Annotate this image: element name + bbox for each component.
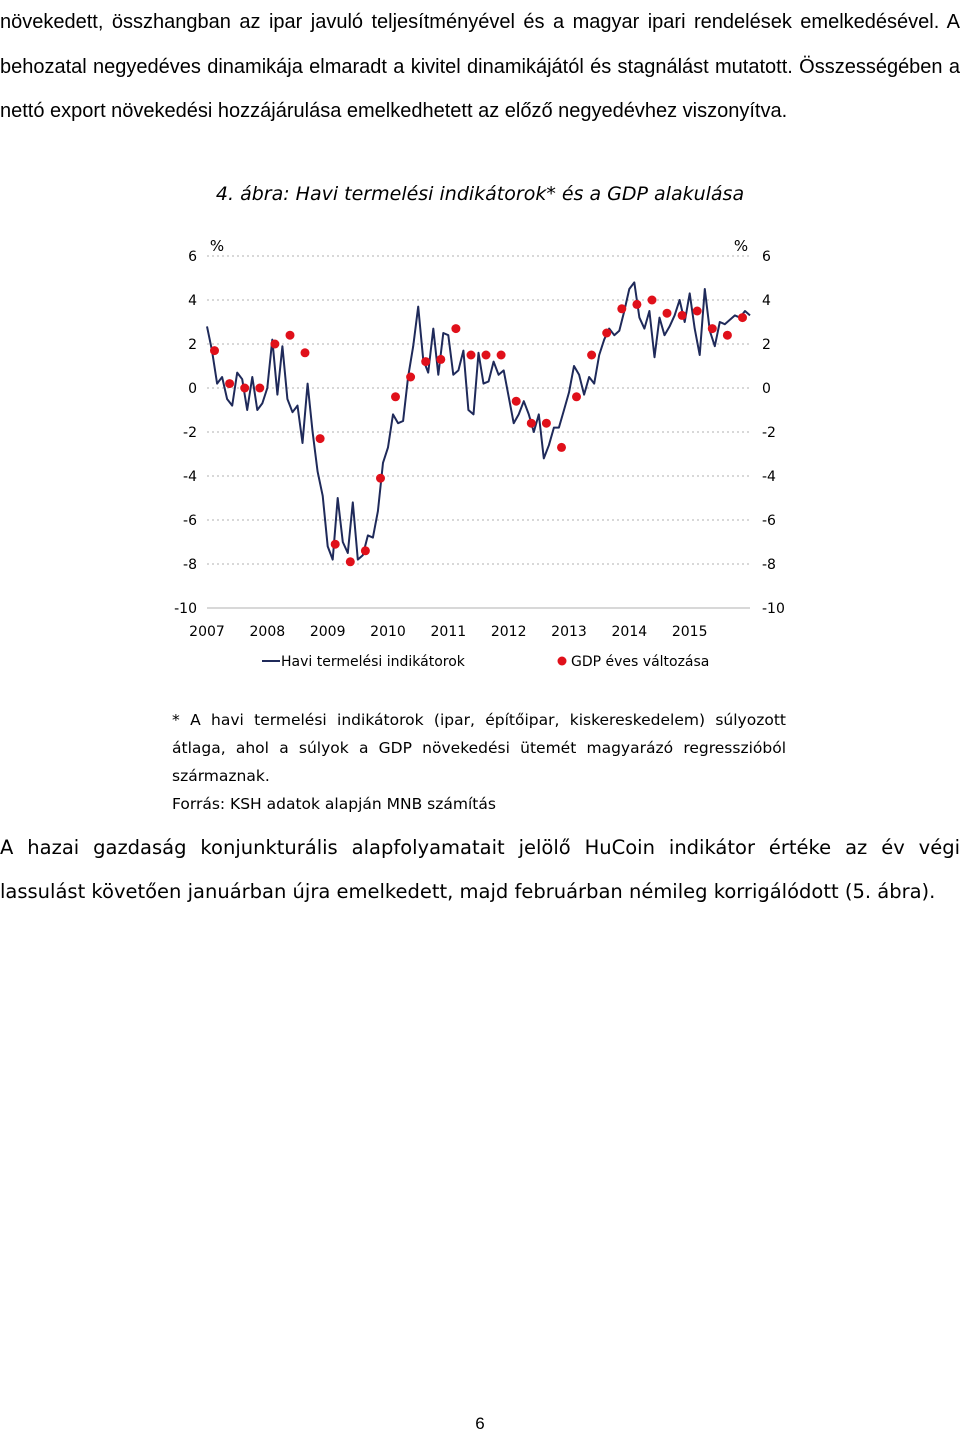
gdp-point <box>255 384 264 393</box>
gdp-point <box>527 419 536 428</box>
gdp-point <box>286 331 295 340</box>
gdp-point <box>406 373 415 382</box>
gdp-point <box>708 324 717 333</box>
y-tick-label-right: 6 <box>762 249 771 265</box>
x-tick-label: 2014 <box>611 624 648 640</box>
gdp-point <box>391 392 400 401</box>
figure-title <box>0 183 960 205</box>
line-chart <box>165 228 795 678</box>
y-tick-label-right: -8 <box>762 557 776 573</box>
legend-label-line: Havi termelési indikátorok <box>281 654 465 670</box>
y-tick-label-left: -8 <box>183 557 197 573</box>
gdp-point <box>421 357 430 366</box>
x-tick-label: 2015 <box>671 624 708 640</box>
gdp-point <box>587 351 596 360</box>
gdp-point <box>648 296 657 305</box>
hucoin-paragraph: A hazai gazdaság konjunkturális alapfolyamatait jelölő HuCoin indikátor értéke az év végi lassulást követően januárban újra emelkedett, majd februárban némileg korrigálódott (5. ábra). <box>0 836 960 903</box>
figure-footnote: * A havi termelési indikátorok (ipar, építőipar, kiskereskedelem) súlyozott átlaga, ahol a súlyok a GDP növekedési ütemét magyarázó regresszióból származnak. <box>172 711 786 785</box>
legend-dot-swatch <box>558 657 567 666</box>
gdp-point <box>632 300 641 309</box>
gdp-point <box>557 443 566 452</box>
gdp-point <box>512 397 521 406</box>
y-unit-right: % <box>733 237 749 255</box>
y-tick-label-right: -10 <box>762 601 785 617</box>
figure-title-text: 4. ábra: Havi termelési indikátorok* és a GDP alakulása <box>215 183 745 205</box>
gdp-point <box>270 340 279 349</box>
gdp-point <box>451 324 460 333</box>
gdp-point <box>376 474 385 483</box>
y-tick-label-left: 0 <box>188 381 197 397</box>
gdp-point <box>225 379 234 388</box>
chart-tick-labels <box>174 249 785 640</box>
gdp-point <box>678 311 687 320</box>
gdp-point <box>572 392 581 401</box>
gdp-point <box>436 355 445 364</box>
y-tick-label-right: 2 <box>762 337 771 353</box>
y-tick-label-left: -10 <box>174 601 197 617</box>
gdp-point <box>617 304 626 313</box>
x-tick-label: 2011 <box>430 624 467 640</box>
y-tick-label-right: -2 <box>762 425 776 441</box>
x-tick-label: 2013 <box>551 624 587 640</box>
y-tick-label-right: -4 <box>762 469 776 485</box>
x-tick-label: 2010 <box>370 624 406 640</box>
y-tick-label-left: 2 <box>188 337 197 353</box>
gdp-point <box>361 546 370 555</box>
y-tick-label-left: -6 <box>183 513 197 529</box>
y-tick-label-right: 4 <box>762 293 771 309</box>
gdp-point <box>240 384 249 393</box>
gdp-point <box>738 313 747 322</box>
y-tick-label-left: 6 <box>188 249 197 265</box>
y-tick-label-left: 4 <box>188 293 197 309</box>
gdp-point <box>482 351 491 360</box>
legend-label-dots: GDP éves változása <box>571 654 710 670</box>
gdp-point <box>346 557 355 566</box>
gdp-point <box>602 329 611 338</box>
gdp-point <box>467 351 476 360</box>
gdp-point <box>316 434 325 443</box>
x-tick-label: 2007 <box>189 624 225 640</box>
gdp-point <box>331 540 340 549</box>
x-tick-label: 2008 <box>249 624 286 640</box>
gdp-point <box>301 348 310 357</box>
y-tick-label-right: -6 <box>762 513 776 529</box>
x-tick-label: 2012 <box>490 624 527 640</box>
y-unit-left: % <box>209 237 225 255</box>
gdp-point <box>210 346 219 355</box>
y-tick-label-right: 0 <box>762 381 771 397</box>
y-tick-label-left: -2 <box>183 425 197 441</box>
series-dots-group <box>210 296 747 567</box>
gdp-point <box>663 309 672 318</box>
chart-legend <box>262 654 709 670</box>
chart-gridlines <box>207 256 750 608</box>
gdp-point <box>693 307 702 316</box>
page-number: 6 <box>475 1414 485 1433</box>
figure-source: Forrás: KSH adatok alapján MNB számítás <box>172 795 496 813</box>
x-tick-label: 2009 <box>309 624 346 640</box>
indicator-line <box>207 282 750 559</box>
series-line-group <box>207 282 750 559</box>
gdp-point <box>723 331 732 340</box>
y-tick-label-left: -4 <box>183 469 197 485</box>
gdp-point <box>542 419 551 428</box>
intro-paragraph: növekedett, összhangban az ipar javuló teljesítményével és a magyar ipari rendelések emelkedésével. A behozatal negyedéves dinamikája elmaradt a kivitel dinamikájától és stagnálást mutatott. Összességében a nettó export növekedési hozzájárulása emelkedhetett az előző negyedévhez viszonyítva. <box>0 11 960 122</box>
gdp-point <box>497 351 506 360</box>
